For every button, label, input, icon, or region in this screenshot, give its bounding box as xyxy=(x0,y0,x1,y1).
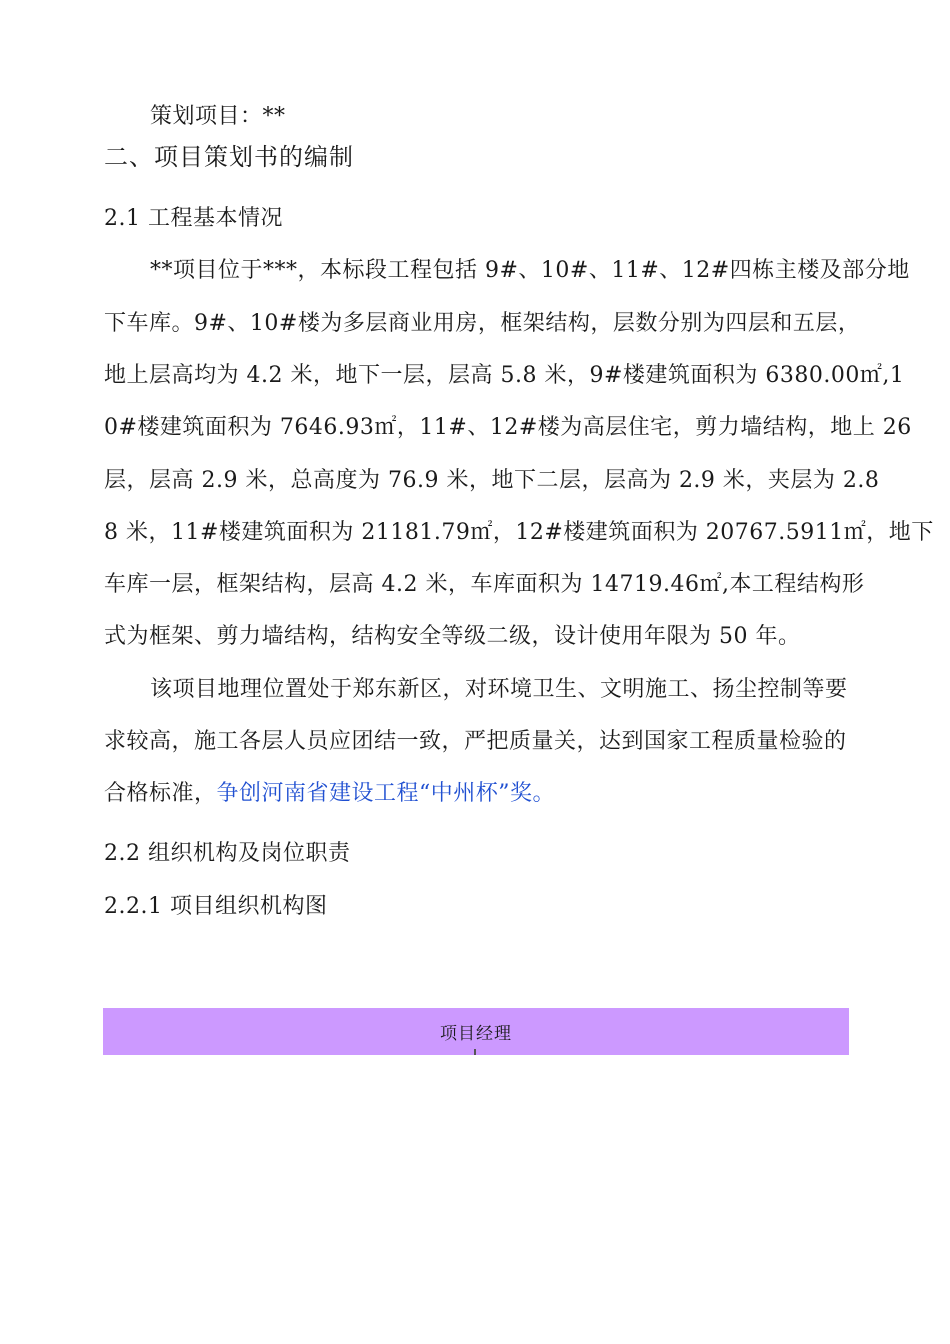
paragraph-line: 求较高，施工各层人员应团结一致，严把质量关，达到国家工程质量检验的 xyxy=(104,729,847,754)
paragraph-line: 8 米，11#楼建筑面积为 21181.79㎡，12#楼建筑面积为 20767.5911㎡，地下 xyxy=(104,520,934,545)
paragraph-line: 车库一层，框架结构，层高 4.2 米，车库面积为 14719.46㎡,本工程结构形 xyxy=(104,572,865,597)
paragraph-line: 式为框架、剪力墙结构，结构安全等级二级，设计使用年限为 50 年。 xyxy=(104,624,801,649)
highlighted-award-text: 争创河南省建设工程“中州杯”奖。 xyxy=(216,781,556,806)
paragraph-text: 合格标准， xyxy=(104,781,217,806)
subsection-heading-2-2-1: 2.2.1 项目组织机构图 xyxy=(104,894,328,919)
paragraph-line: 层，层高 2.9 米，总高度为 76.9 米，地下二层，层高为 2.9 米，夹层为 2.8 xyxy=(104,468,880,493)
paragraph-line: 该项目地理位置处于郑东新区，对环境卫生、文明施工、扬尘控制等要 xyxy=(150,677,848,702)
plan-item: 策划项目：** xyxy=(150,104,286,129)
subsection-heading-2-2: 2.2 组织机构及岗位职责 xyxy=(104,841,351,866)
org-chart-connector xyxy=(474,1049,476,1055)
subsection-heading-2-1: 2.1 工程基本情况 xyxy=(104,206,283,231)
paragraph-line: 地上层高均为 4.2 米，地下一层，层高 5.8 米，9#楼建筑面积为 6380.00㎡,1 xyxy=(104,363,905,388)
paragraph-line: **项目位于***，本标段工程包括 9#、10#、11#、12#四栋主楼及部分地 xyxy=(150,258,910,283)
paragraph-line: 下车库。9#、10#楼为多层商业用房，框架结构，层数分别为四层和五层， xyxy=(104,311,861,336)
paragraph-line: 0#楼建筑面积为 7646.93㎡，11#、12#楼为高层住宅，剪力墙结构，地上 26 xyxy=(104,415,912,440)
org-chart-project-manager-box xyxy=(103,1008,849,1055)
org-chart-box-label: 项目经理 xyxy=(440,1024,512,1044)
section-heading-2: 二、项目策划书的编制 xyxy=(104,143,354,171)
paragraph-line xyxy=(104,780,555,808)
